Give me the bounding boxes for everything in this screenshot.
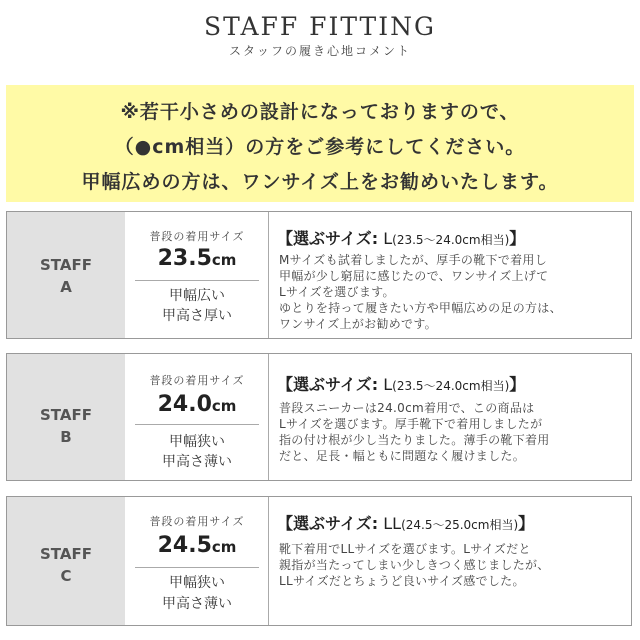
selected-size-range: (23.5～24.0cm相当) xyxy=(392,233,510,247)
selected-size: 【選ぶサイズ: L(23.5～24.0cm相当)】 xyxy=(277,375,526,394)
staff-label-cell xyxy=(7,212,125,338)
usual-size-label: 普段の着用サイズ xyxy=(149,374,245,387)
staff-comment xyxy=(279,400,625,464)
comment-line: 靴下着用でLLサイズを選びます。Lサイズだと xyxy=(279,542,531,556)
comment-cell xyxy=(277,354,627,480)
comment-line: Lサイズを選びます。 xyxy=(279,285,395,299)
selected-size: 【選ぶサイズ: L(23.5～24.0cm相当)】 xyxy=(277,229,526,248)
size-unit: cm xyxy=(211,397,237,415)
size-number: 24.5 xyxy=(157,533,212,558)
comment-line: LLサイズだとちょうど良いサイズ感でした。 xyxy=(279,574,525,588)
selected-size-range: (23.5～24.0cm相当) xyxy=(392,379,510,393)
staff-letter: C xyxy=(60,567,72,585)
page-header xyxy=(0,0,640,70)
selected-size-label: 選ぶサイズ: xyxy=(293,375,379,394)
usual-size-value xyxy=(125,533,269,558)
selected-size-letter: L xyxy=(383,229,393,248)
notice-line-3: 甲幅広めの方は、ワンサイズ上をお勧めいたします。 xyxy=(81,171,559,193)
comment-line: 甲幅が少し窮屈に感じたので、ワンサイズ上げて xyxy=(279,269,549,283)
staff-card-b xyxy=(6,353,632,481)
usual-size-label: 普段の着用サイズ xyxy=(149,515,245,528)
staff-label: STAFF xyxy=(40,406,92,424)
size-divider xyxy=(135,280,259,281)
usual-size-label: 普段の着用サイズ xyxy=(149,230,245,243)
staff-label-cell xyxy=(7,354,125,480)
foot-height: 甲高さ薄い xyxy=(162,454,232,470)
comment-line: 親指が当たってしまい少しきつく感じましたが、 xyxy=(279,558,550,572)
page-title: STAFF FITTING xyxy=(204,12,436,41)
usual-size-value xyxy=(125,392,269,417)
comment-cell xyxy=(277,497,627,625)
comment-line: 普段スニーカーは24.0cm着用で、この商品は xyxy=(279,401,535,415)
size-number: 23.5 xyxy=(157,246,212,271)
size-unit: cm xyxy=(211,251,237,269)
notice-line-1: ※若干小さめの設計になっておりますので、 xyxy=(120,101,520,123)
foot-width: 甲幅狭い xyxy=(169,434,225,450)
notice-line-2: （●cm相当）の方をご参考にしてください。 xyxy=(114,136,526,158)
staff-comment xyxy=(279,541,625,589)
selected-size-range: (24.5～25.0cm相当) xyxy=(401,518,519,532)
size-divider xyxy=(135,567,259,568)
comment-line: Mサイズも試着しましたが、厚手の靴下で着用し xyxy=(279,253,547,267)
page-subtitle: スタッフの履き心地コメント xyxy=(228,44,411,58)
selected-size-letter: LL xyxy=(383,514,402,533)
comment-line: ゆとりを持って履きたい方や甲幅広めの足の方は、 xyxy=(279,301,562,315)
size-unit: cm xyxy=(211,538,237,556)
comment-cell xyxy=(277,212,627,338)
foot-width: 甲幅広い xyxy=(169,288,225,304)
foot-height: 甲高さ薄い xyxy=(162,596,232,612)
sizing-notice xyxy=(6,85,634,202)
usual-size-cell xyxy=(125,354,269,480)
staff-card-a xyxy=(6,211,632,339)
size-number: 24.0 xyxy=(157,392,212,417)
staff-label-cell xyxy=(7,497,125,625)
foot-height: 甲高さ厚い xyxy=(162,308,232,324)
selected-size-label: 選ぶサイズ: xyxy=(293,514,379,533)
foot-width: 甲幅狭い xyxy=(169,575,225,591)
comment-line: ワンサイズ上がお勧めです。 xyxy=(279,317,437,331)
staff-letter: B xyxy=(60,428,72,446)
selected-size: 【選ぶサイズ: LL(24.5～25.0cm相当)】 xyxy=(277,514,535,533)
comment-line: だと、足長・幅ともに問題なく履けました。 xyxy=(279,449,526,463)
selected-size-label: 選ぶサイズ: xyxy=(293,229,379,248)
staff-label: STAFF xyxy=(40,545,92,563)
usual-size-cell xyxy=(125,497,269,625)
comment-line: Lサイズを選びます。厚手靴下で着用しましたが xyxy=(279,417,543,431)
staff-letter: A xyxy=(60,278,72,296)
size-divider xyxy=(135,424,259,425)
selected-size-letter: L xyxy=(383,375,393,394)
staff-comment xyxy=(279,252,625,332)
staff-card-c xyxy=(6,496,632,626)
usual-size-value xyxy=(125,246,269,271)
staff-label: STAFF xyxy=(40,256,92,274)
usual-size-cell xyxy=(125,212,269,338)
comment-line: 指の付け根が少し当たりました。薄手の靴下着用 xyxy=(279,433,550,447)
